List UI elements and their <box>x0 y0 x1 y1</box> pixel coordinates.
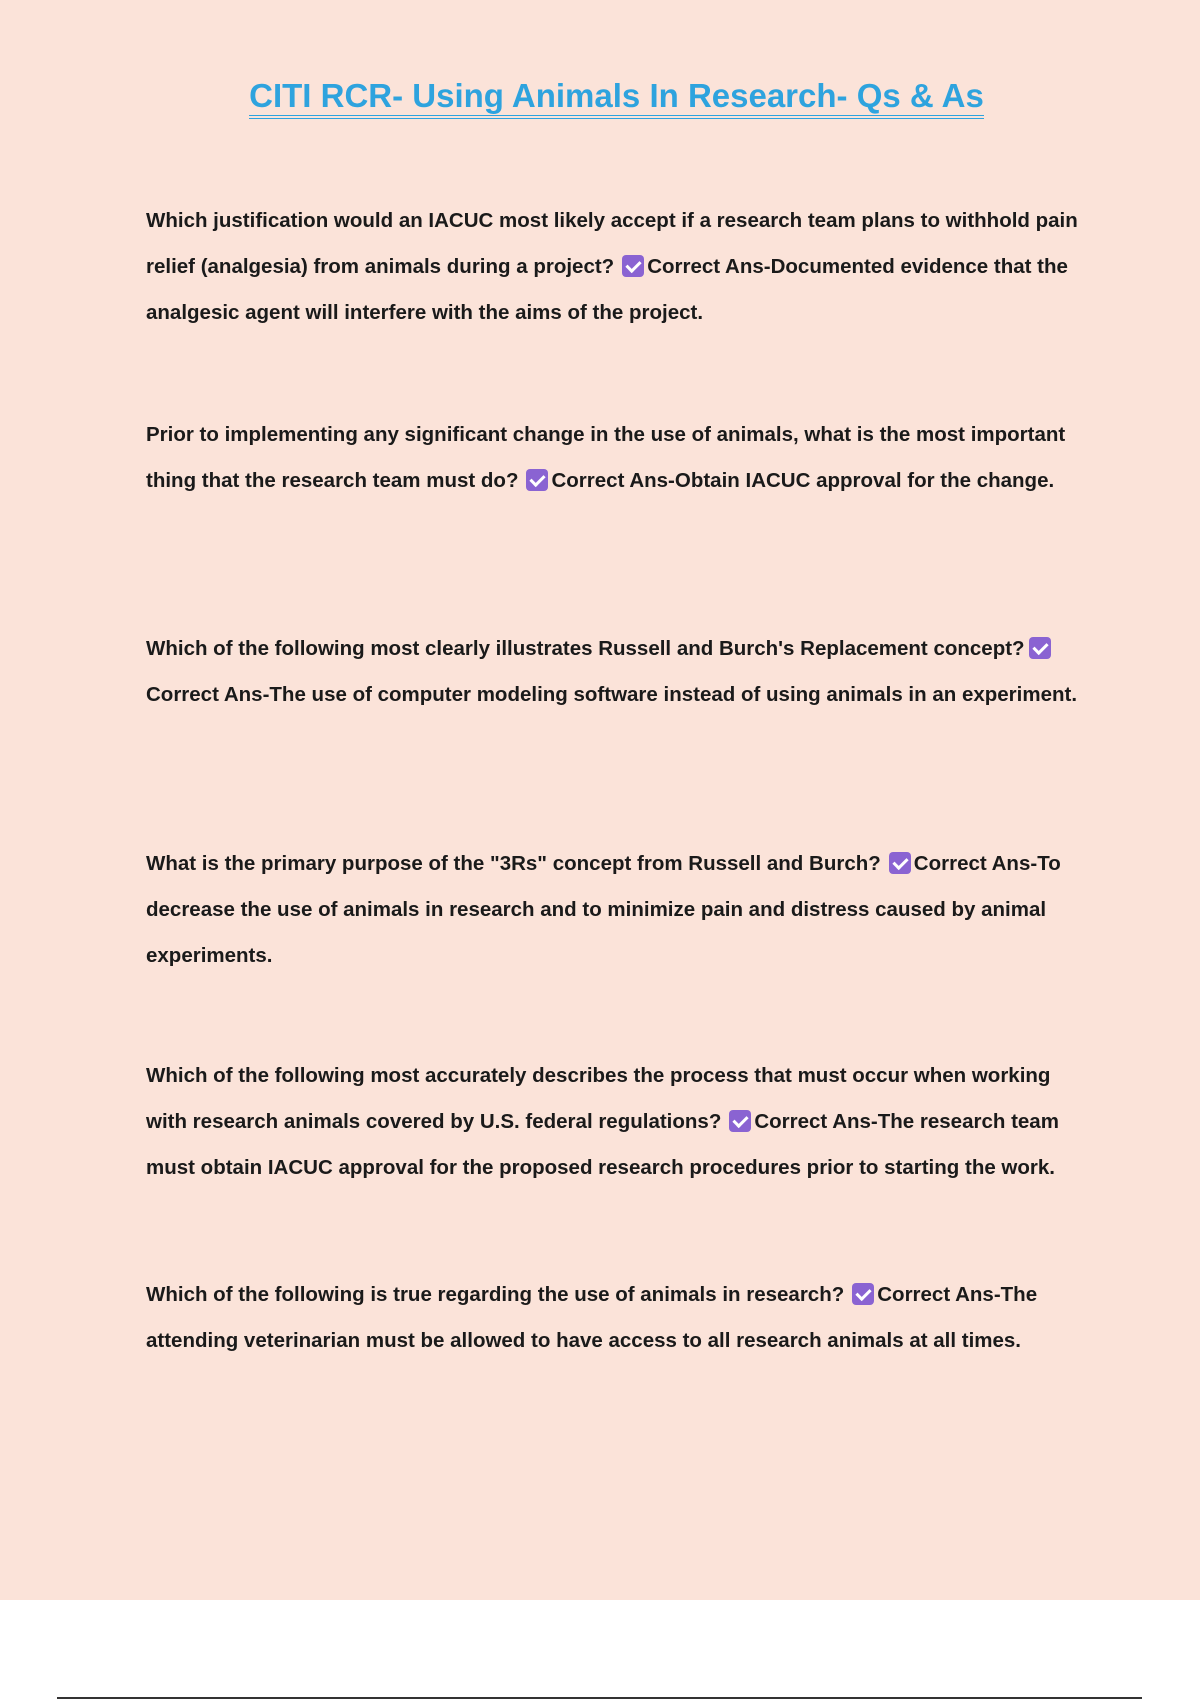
question-text: Which justification would an IACUC most likely accept if a research team plans to withhold pain relief (analgesia) from animals during a project? <box>146 209 1078 278</box>
answer-text: The attending veterinarian must be allowed to have access to all research animals at all times. <box>146 1283 1038 1352</box>
answer-text: Obtain IACUC approval for the change. <box>674 469 1055 492</box>
checkbox-checked-icon <box>889 852 911 874</box>
qa-item-1 <box>146 198 1096 336</box>
checkbox-checked-icon <box>852 1283 874 1305</box>
answer-prefix: Correct Ans- <box>647 255 771 278</box>
question-text: Which of the following is true regarding the use of animals in research? <box>146 1283 845 1306</box>
question-text: Which of the following most clearly illustrates Russell and Burch's Replacement concept? <box>146 637 1025 660</box>
answer-prefix: Correct Ans- <box>754 1110 878 1133</box>
checkbox-checked-icon <box>729 1110 751 1132</box>
answer-text: The research team must obtain IACUC approval for the proposed research procedures prior to starting the work. <box>146 1110 1059 1179</box>
answer-text: Documented evidence that the analgesic agent will interfere with the aims of the project. <box>146 255 1068 324</box>
page-title: CITI RCR- Using Animals In Research- Qs & As <box>0 72 1200 120</box>
answer-prefix: Correct Ans- <box>146 683 270 706</box>
footer-divider <box>57 1697 1142 1699</box>
answer-prefix: Correct Ans- <box>877 1283 1001 1306</box>
qa-item-2 <box>146 412 1096 504</box>
checkbox-checked-icon <box>526 469 548 491</box>
answer-prefix: Correct Ans- <box>551 469 675 492</box>
question-text: What is the primary purpose of the "3Rs" concept from Russell and Burch? <box>146 852 881 875</box>
answer-prefix: Correct Ans- <box>913 852 1038 875</box>
qa-item-5 <box>146 1053 1096 1191</box>
question-text: Which of the following most accurately describes the process that must occur when working with research animals covered by U.S. federal regulations? <box>146 1064 1051 1133</box>
qa-item-4 <box>146 841 1096 979</box>
qa-item-3 <box>146 626 1096 718</box>
question-text: Prior to implementing any significant change in the use of animals, what is the most important thing that the research team must do? <box>146 423 1066 492</box>
answer-text: The use of computer modeling software instead of using animals in an experiment. <box>269 683 1078 706</box>
answer-text: To decrease the use of animals in research and to minimize pain and distress caused by animal experiments. <box>146 852 1061 967</box>
checkbox-checked-icon <box>622 255 644 277</box>
qa-item-6 <box>146 1272 1096 1364</box>
checkbox-checked-icon <box>1029 637 1051 659</box>
